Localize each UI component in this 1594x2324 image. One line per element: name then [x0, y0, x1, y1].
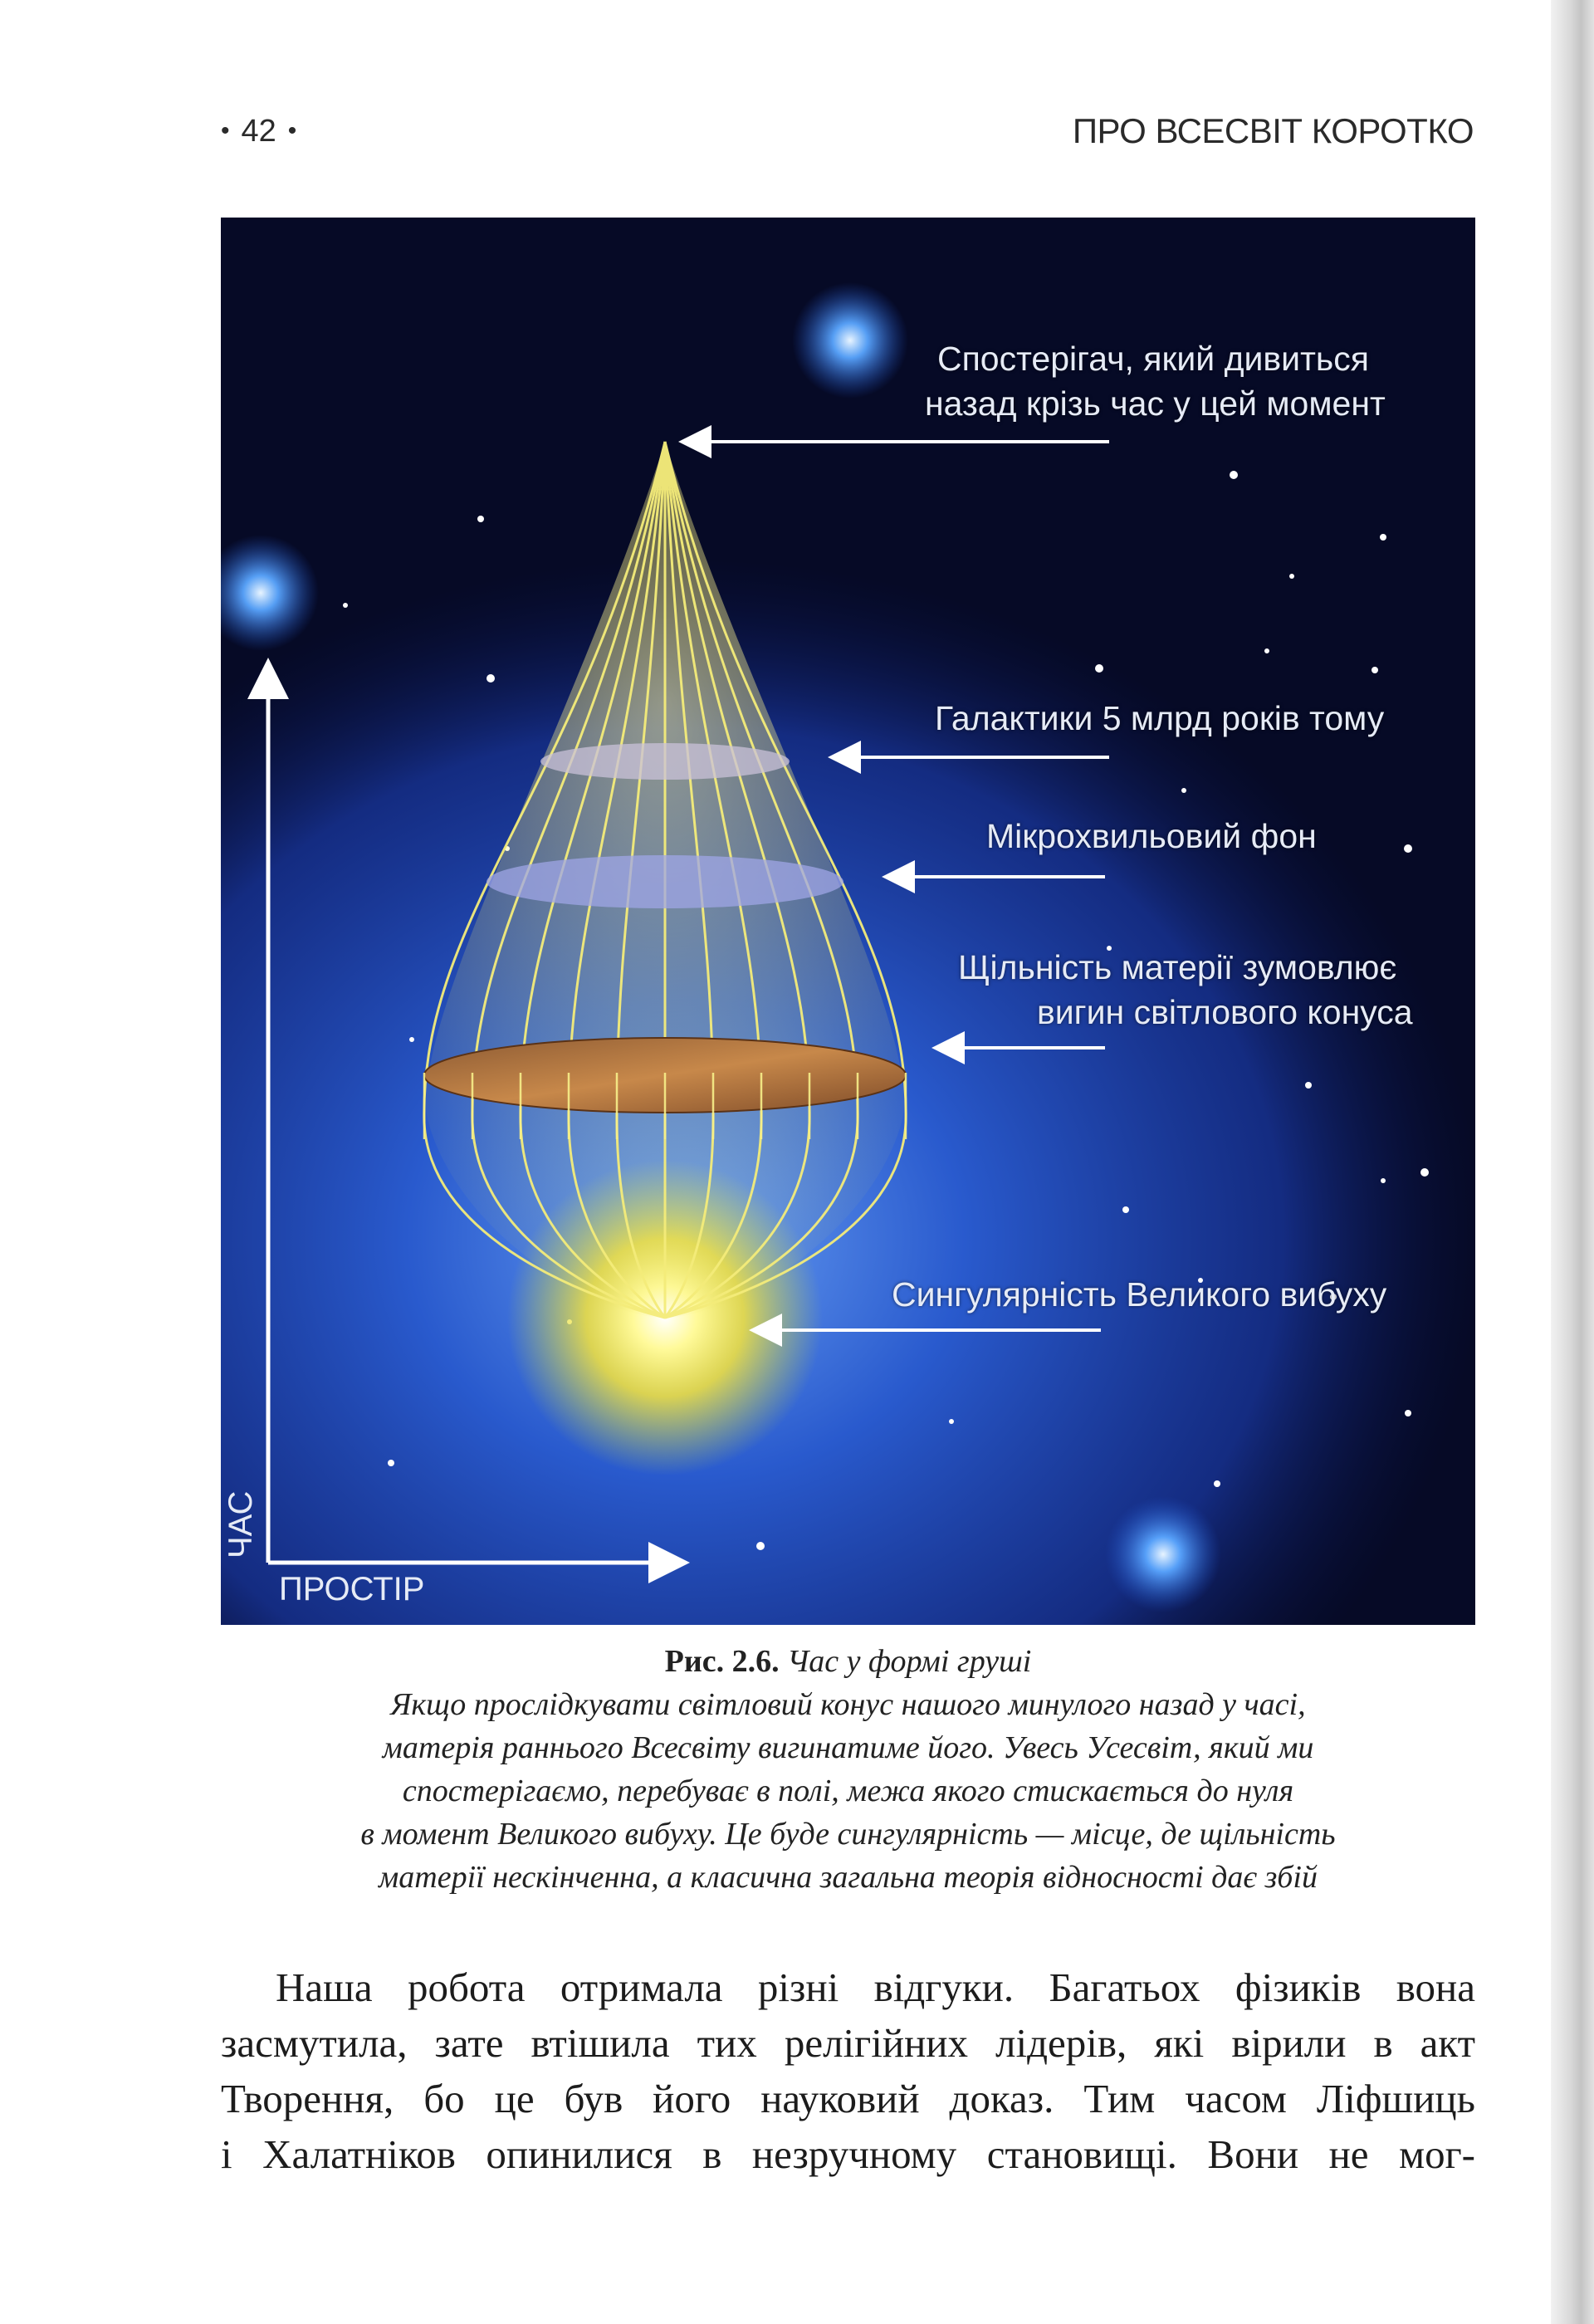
axis-label-time: ЧАС	[222, 1490, 259, 1558]
page-number-header	[221, 106, 296, 156]
caption-line: спостерігаємо, перебуває в полі, межа якого стискається до нуля	[402, 1774, 1294, 1808]
bullet-right: •	[287, 117, 297, 144]
galaxies-disk	[540, 743, 790, 780]
body-line: Творення, бо це був його науковий доказ. Тим часом Ліфшиць	[221, 2076, 1475, 2121]
caption-title: Час у формі груші	[787, 1644, 1032, 1679]
caption-number: Рис. 2.6.	[664, 1644, 780, 1679]
microwave-disk	[487, 855, 843, 908]
caption-line: матерії нескінченна, а класична загальна теорія відносності дає збій	[379, 1860, 1318, 1895]
label-galaxies: Галактики 5 млрд років тому	[935, 699, 1385, 737]
caption-line: Якщо прослідкувати світловий конус нашого минулого назад у часі,	[390, 1687, 1306, 1722]
caption-line: в момент Великого вибуху. Це буде сингулярність — місце, де щільність	[360, 1817, 1336, 1852]
label-microwave: Мікрохвильовий фон	[986, 817, 1317, 855]
bullet-left: •	[221, 117, 230, 144]
caption-line: матерія раннього Всесвіту вигинатиме його. Увесь Усесвіт, який ми	[382, 1730, 1314, 1765]
figure-illustration	[221, 218, 1475, 1625]
body-paragraph	[221, 1959, 1475, 2182]
body-line: засмутила, зате втішила тих релігійних лідерів, які вірили в акт	[221, 2020, 1475, 2066]
blue-star-bottom	[1105, 1496, 1221, 1612]
page-number: 42	[241, 113, 276, 149]
figure-pear-shaped-time	[221, 218, 1475, 1625]
label-density-line1: Щільність матерії зумовлює	[958, 948, 1397, 986]
page-edge-shadow	[1551, 0, 1594, 2324]
body-line: Наша робота отримала різні відгуки. Багатьох фізиків вона	[276, 1964, 1475, 2010]
label-density-line2: вигин світлового конуса	[1037, 993, 1413, 1031]
blue-star-top	[792, 282, 908, 399]
axis-label-space: ПРОСТІР	[279, 1571, 425, 1607]
figure-caption	[221, 1640, 1475, 1899]
body-line: і Халатніков опинилися в незручному становищі. Вони не мог-	[221, 2131, 1475, 2177]
label-observer-line2: назад крізь час у цей момент	[925, 384, 1386, 423]
running-title: ПРО ВСЕСВІТ КОРОТКО	[1072, 111, 1474, 150]
label-observer-line1: Спостерігач, який дивиться	[937, 340, 1369, 378]
label-singularity: Сингулярність Великого вибуху	[892, 1275, 1387, 1314]
